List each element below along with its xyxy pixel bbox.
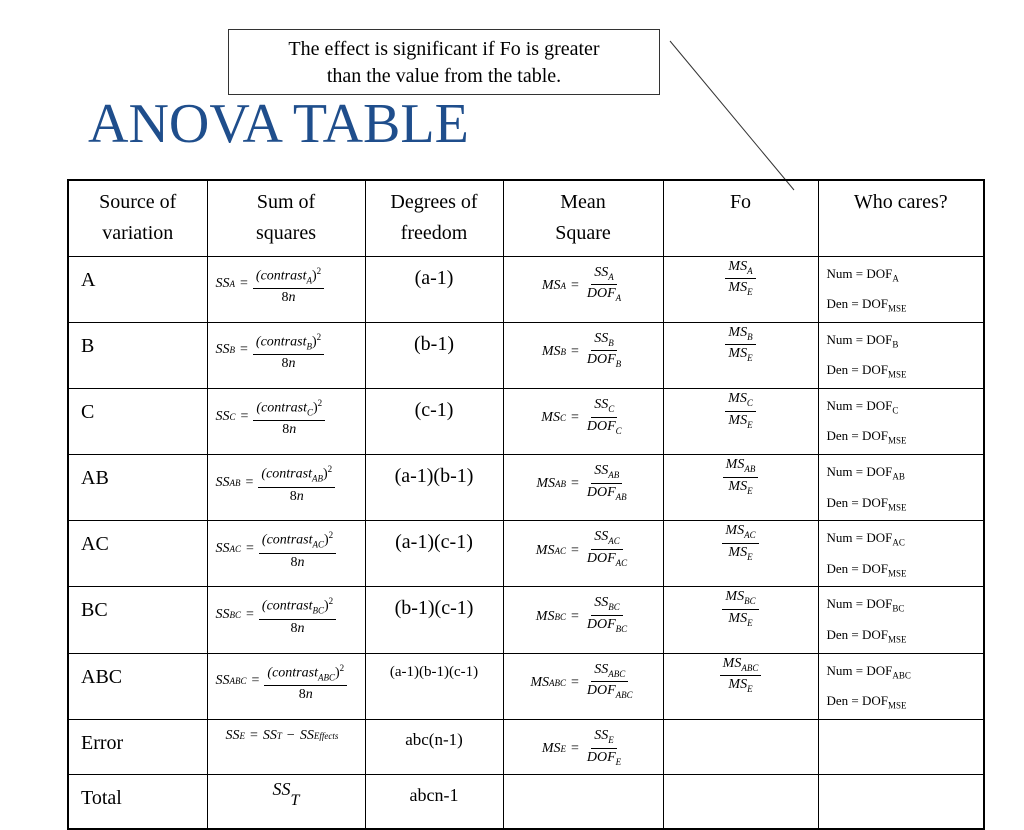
ss-error-formula: SS E = SS T − SS Effects <box>207 719 365 774</box>
ms-formula: MS AC = $\frac{SS_{AC}}{DOF_{AC}}$ <box>503 521 663 587</box>
who-cares-cell: Num = $DOF_B$ Den = $DOF_{MSE}$ <box>818 322 984 388</box>
dof-cell: (b-1) <box>365 322 503 388</box>
header-degrees-of-freedom: Degrees of freedom <box>365 180 503 256</box>
dof-cell: (b-1)(c-1) <box>365 587 503 653</box>
ms-formula: MS B = $\frac{SS_B}{DOF_B}$ <box>503 322 663 388</box>
fo-formula: $\frac{MS_{AB}}{MS_E}$ <box>663 455 818 521</box>
table-row <box>68 653 984 719</box>
source-cell: ABC <box>68 653 207 719</box>
table-row <box>68 455 984 521</box>
table-row <box>68 388 984 454</box>
fo-formula: $\frac{MS_A}{MS_E}$ <box>663 256 818 322</box>
dof-cell: (a-1)(c-1) <box>365 521 503 587</box>
source-cell: Total <box>68 774 207 829</box>
fo-formula: $\frac{MS_{ABC}}{MS_E}$ <box>663 653 818 719</box>
header-mean-square: Mean Square <box>503 180 663 256</box>
callout-note <box>228 29 660 95</box>
who-cares-cell: Num = $DOF_{ABC}$ Den = $DOF_{MSE}$ <box>818 653 984 719</box>
anova-body <box>68 256 984 829</box>
ss-total-formula: $SS_T$ <box>207 774 365 829</box>
source-cell: BC <box>68 587 207 653</box>
header-source: Source of variation <box>68 180 207 256</box>
fo-formula: $\frac{MS_B}{MS_E}$ <box>663 322 818 388</box>
dof-cell: abc(n-1) <box>365 719 503 774</box>
who-cares-cell: Num = $DOF_{AC}$ Den = $DOF_{MSE}$ <box>818 521 984 587</box>
ss-formula: SS BC = $\frac{(contrast_{BC})^2}{8n}$ <box>207 587 365 653</box>
table-row-error <box>68 719 984 774</box>
dof-cell: abcn-1 <box>365 774 503 829</box>
ss-formula: SS C = $\frac{(contrast_C)^2}{8n}$ <box>207 388 365 454</box>
dof-cell: (a-1)(b-1)(c-1) <box>365 653 503 719</box>
ss-formula: SS B = $\frac{(contrast_B)^2}{8n}$ <box>207 322 365 388</box>
dof-cell: (c-1) <box>365 388 503 454</box>
source-cell: B <box>68 322 207 388</box>
table-row <box>68 587 984 653</box>
ms-empty <box>503 774 663 829</box>
dof-cell: (a-1) <box>365 256 503 322</box>
who-cares-empty <box>818 719 984 774</box>
fo-formula: $\frac{MS_C}{MS_E}$ <box>663 388 818 454</box>
callout-line-1: The effect is significant if Fo is greater <box>288 38 600 60</box>
callout-line-2: than the value from the table. <box>326 65 562 87</box>
ms-formula: MS A = $\frac{SS_A}{DOF_A}$ <box>503 256 663 322</box>
dof-cell: (a-1)(b-1) <box>365 455 503 521</box>
source-cell: Error <box>68 719 207 774</box>
who-cares-empty <box>818 774 984 829</box>
fo-empty <box>663 774 818 829</box>
source-cell: A <box>68 256 207 322</box>
fo-formula: $\frac{MS_{AC}}{MS_E}$ <box>663 521 818 587</box>
who-cares-cell: Num = $DOF_{AB}$ Den = $DOF_{MSE}$ <box>818 455 984 521</box>
ss-formula: SS AB = $\frac{(contrast_{AB})^2}{8n}$ <box>207 455 365 521</box>
who-cares-cell: Num = $DOF_{BC}$ Den = $DOF_{MSE}$ <box>818 587 984 653</box>
header-row <box>68 180 984 256</box>
source-cell: AC <box>68 521 207 587</box>
who-cares-cell: Num = $DOF_C$ Den = $DOF_{MSE}$ <box>818 388 984 454</box>
ms-formula: MS ABC = $\frac{SS_{ABC}}{DOF_{ABC}}$ <box>503 653 663 719</box>
ms-formula: MS BC = $\frac{SS_{BC}}{DOF_{BC}}$ <box>503 587 663 653</box>
ms-formula: MS AB = $\frac{SS_{AB}}{DOF_{AB}}$ <box>503 455 663 521</box>
table-row <box>68 521 984 587</box>
header-sum-of-squares: Sum of squares <box>207 180 365 256</box>
source-cell: AB <box>68 455 207 521</box>
who-cares-cell: Num = $DOF_A$ Den = $DOF_{MSE}$ <box>818 256 984 322</box>
ms-formula: MS C = $\frac{SS_C}{DOF_C}$ <box>503 388 663 454</box>
source-cell: C <box>68 388 207 454</box>
table-row <box>68 256 984 322</box>
ss-formula: SS ABC = $\frac{(contrast_{ABC})^2}{8n}$ <box>207 653 365 719</box>
table-row-total <box>68 774 984 829</box>
table-row <box>68 322 984 388</box>
header-who-cares: Who cares? <box>818 180 984 256</box>
fo-formula: $\frac{MS_{BC}}{MS_E}$ <box>663 587 818 653</box>
ss-formula: SS AC = $\frac{(contrast_{AC})^2}{8n}$ <box>207 521 365 587</box>
fo-empty <box>663 719 818 774</box>
ss-formula: SS A = $\frac{(contrast_A)^2}{8n}$ <box>207 256 365 322</box>
ms-error-formula: MS E = $\frac{SS_E}{DOF_E}$ <box>503 719 663 774</box>
slide-title: ANOVA TABLE <box>88 93 469 155</box>
anova-table <box>67 179 985 830</box>
header-fo: Fo <box>663 180 818 256</box>
